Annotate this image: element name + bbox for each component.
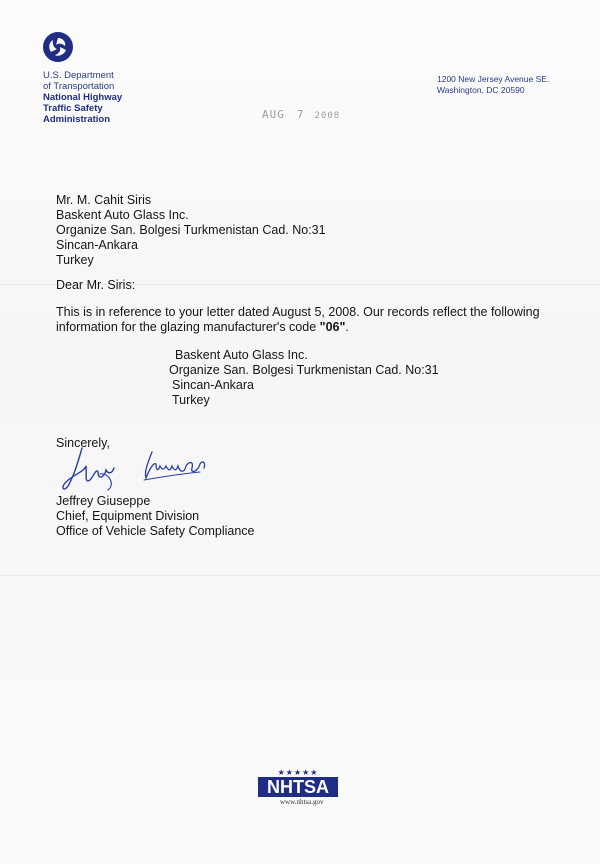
signer-block: [56, 494, 255, 539]
body-paragraph: [56, 305, 556, 335]
address-line-2: Washington, DC 20590: [437, 85, 525, 95]
record-street: Organize San. Bolgesi Turkmenistan Cad. No:31: [169, 363, 439, 377]
signer-name: Jeffrey Giuseppe: [56, 494, 151, 508]
signer-office: Office of Vehicle Safety Compliance: [56, 524, 255, 538]
agency-line-2: Traffic Safety: [43, 103, 103, 114]
recipient-country: Turkey: [56, 253, 94, 267]
body-period: .: [345, 320, 349, 334]
signer-title: Chief, Equipment Division: [56, 509, 200, 523]
paper-fold-line: [0, 575, 600, 576]
stamp-year: 2008: [314, 111, 341, 121]
recipient-street: Organize San. Bolgesi Turkmenistan Cad. No:31: [56, 223, 326, 237]
signature-image: [60, 444, 220, 499]
recipient-company: Baskent Auto Glass Inc.: [56, 208, 189, 222]
nhtsa-logo-text: NHTSA: [258, 777, 338, 797]
date-stamp: [262, 108, 340, 121]
stars-icon: ★★★★★: [277, 768, 319, 777]
address-line-1: 1200 New Jersey Avenue SE.: [437, 74, 550, 84]
stamp-day: 7: [296, 108, 305, 121]
nhtsa-footer-logo: [258, 768, 348, 806]
manufacturer-code: "06": [319, 320, 346, 334]
manufacturer-record: [169, 348, 439, 408]
agency-block: [43, 70, 122, 125]
agency-line-3: Administration: [43, 114, 111, 125]
dot-triskelion-icon: [43, 32, 73, 62]
agency-line-1: National Highway: [43, 92, 123, 103]
body-line-2-text: information for the glazing manufacturer's code: [56, 320, 320, 334]
return-address: [437, 74, 549, 96]
recipient-city: Sincan-Ankara: [56, 238, 138, 252]
record-company: Baskent Auto Glass Inc.: [175, 348, 308, 362]
dept-line-2: of Transportation: [43, 81, 115, 92]
recipient-address: [56, 193, 326, 268]
body-line-2: [56, 320, 556, 335]
footer-website: www.nhtsa.gov: [280, 798, 324, 806]
dept-line-1: U.S. Department: [43, 70, 114, 81]
body-line-1: This is in reference to your letter dated August 5, 2008. Our records reflect the following: [56, 305, 540, 319]
salutation: Dear Mr. Siris:: [56, 278, 136, 292]
record-country: Turkey: [172, 393, 210, 407]
record-city: Sincan-Ankara: [172, 378, 254, 392]
stamp-month: AUG: [262, 108, 285, 121]
recipient-name: Mr. M. Cahit Siris: [56, 193, 152, 207]
closing: Sincerely,: [56, 436, 110, 450]
